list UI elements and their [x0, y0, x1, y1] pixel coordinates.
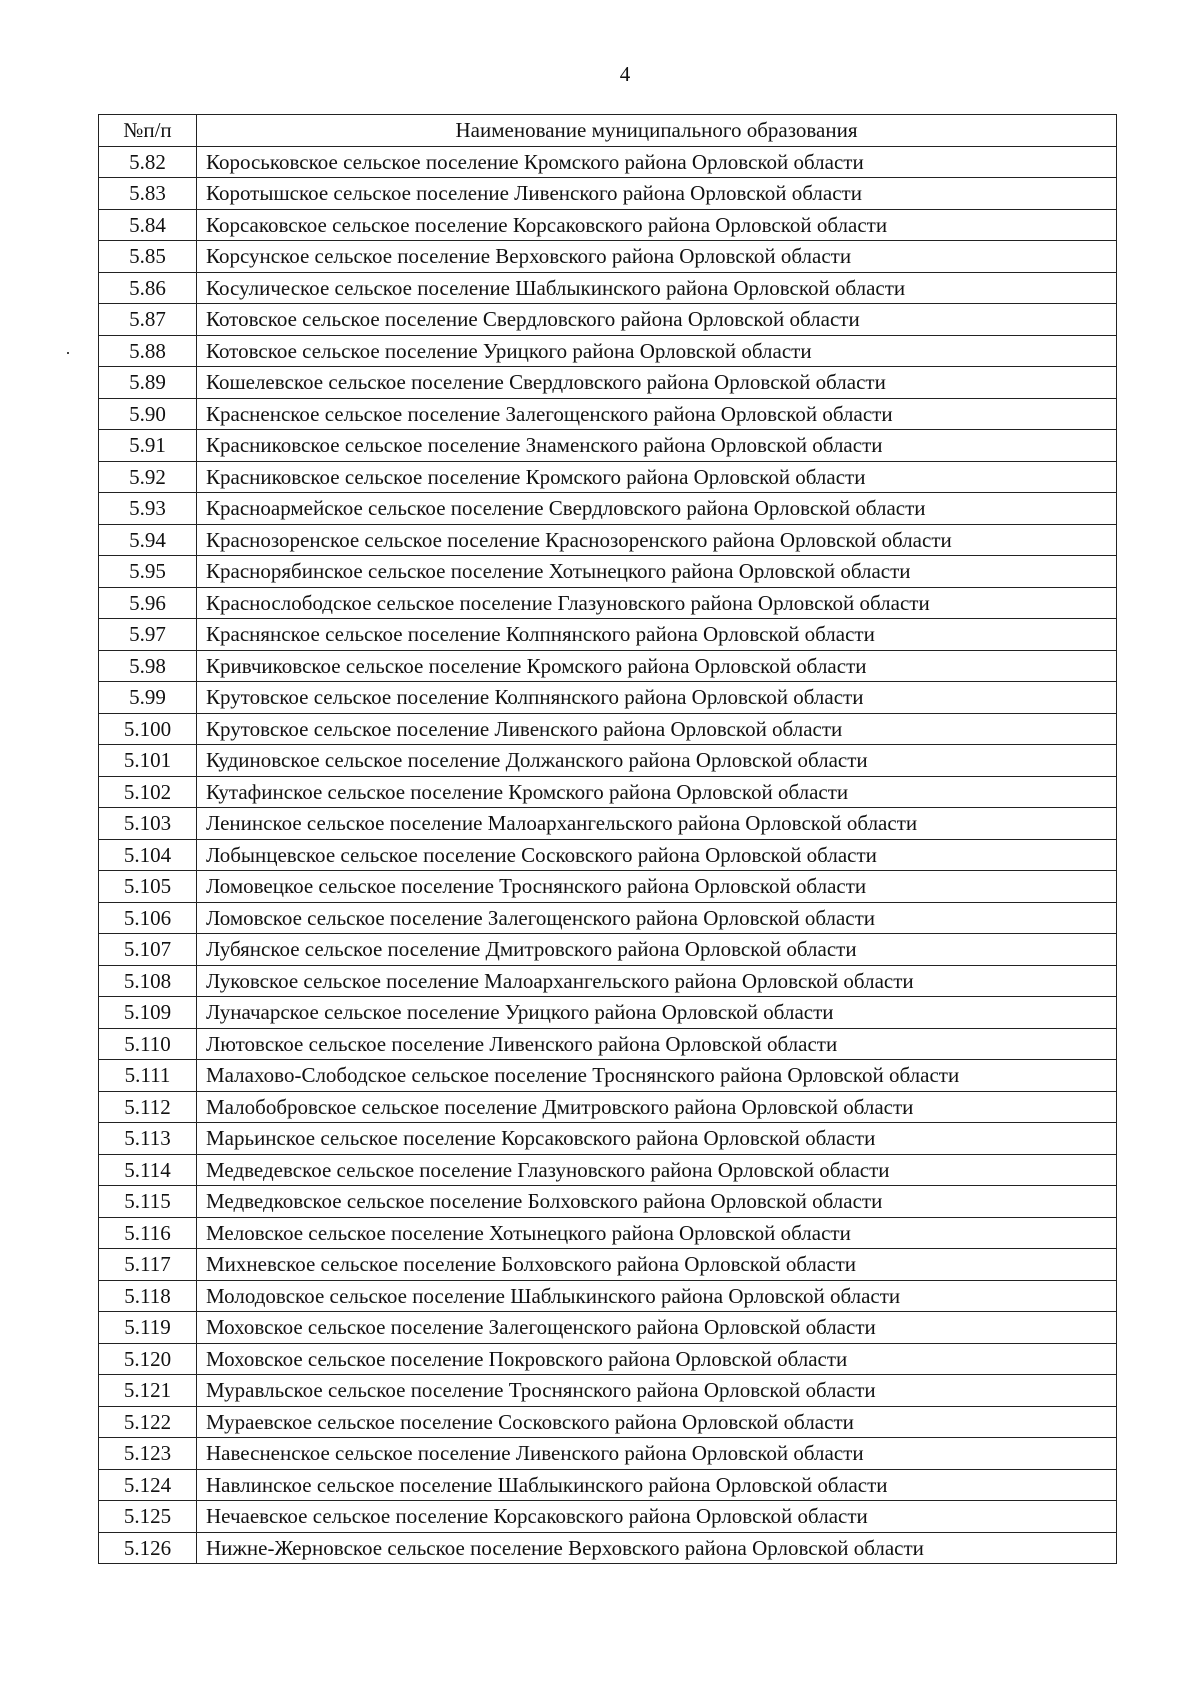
table-row: [99, 997, 1117, 1029]
table-row: [99, 556, 1117, 588]
table-row: [99, 398, 1117, 430]
municipality-name: Ломовецкое сельское поселение Троснянского района Орловской области: [197, 871, 1117, 903]
row-number: 5.88: [99, 335, 197, 367]
row-number: 5.96: [99, 587, 197, 619]
row-number: 5.102: [99, 776, 197, 808]
row-number: 5.119: [99, 1312, 197, 1344]
municipality-name: Крутовское сельское поселение Колпнянского района Орловской области: [197, 682, 1117, 714]
municipality-name: Мураевское сельское поселение Сосковского района Орловской области: [197, 1406, 1117, 1438]
municipality-name: Навлинское сельское поселение Шаблыкинского района Орловской области: [197, 1469, 1117, 1501]
municipality-name: Красненское сельское поселение Залегощенского района Орловской области: [197, 398, 1117, 430]
municipality-name: Луковское сельское поселение Малоархангельского района Орловской области: [197, 965, 1117, 997]
municipality-name: Кутафинское сельское поселение Кромского района Орловской области: [197, 776, 1117, 808]
table-row: [99, 965, 1117, 997]
table-row: [99, 1186, 1117, 1218]
municipality-name: Краснорябинское сельское поселение Хотынецкого района Орловской области: [197, 556, 1117, 588]
table-row: [99, 713, 1117, 745]
row-number: 5.107: [99, 934, 197, 966]
row-number: 5.110: [99, 1028, 197, 1060]
table-row: [99, 1532, 1117, 1564]
row-number: 5.92: [99, 461, 197, 493]
row-number: 5.83: [99, 178, 197, 210]
row-number: 5.86: [99, 272, 197, 304]
row-number: 5.105: [99, 871, 197, 903]
row-number: 5.118: [99, 1280, 197, 1312]
row-number: 5.120: [99, 1343, 197, 1375]
header-name: Наименование муниципального образования: [197, 115, 1117, 147]
municipality-name: Малахово-Слободское сельское поселение Троснянского района Орловской области: [197, 1060, 1117, 1092]
table-row: [99, 619, 1117, 651]
table-row: [99, 1312, 1117, 1344]
table-row: [99, 1249, 1117, 1281]
row-number: 5.111: [99, 1060, 197, 1092]
municipality-name: Корсаковское сельское поселение Корсаковского района Орловской области: [197, 209, 1117, 241]
table-row: [99, 241, 1117, 273]
table-row: [99, 304, 1117, 336]
row-number: 5.106: [99, 902, 197, 934]
municipality-name: Кошелевское сельское поселение Свердловского района Орловской области: [197, 367, 1117, 399]
table-row: [99, 650, 1117, 682]
municipality-name: Котовское сельское поселение Свердловского района Орловской области: [197, 304, 1117, 336]
row-number: 5.94: [99, 524, 197, 556]
row-number: 5.122: [99, 1406, 197, 1438]
row-number: 5.109: [99, 997, 197, 1029]
municipality-name: Молодовское сельское поселение Шаблыкинского района Орловской области: [197, 1280, 1117, 1312]
row-number: 5.100: [99, 713, 197, 745]
municipality-name: Медведковское сельское поселение Болховского района Орловской области: [197, 1186, 1117, 1218]
municipality-name: Луначарское сельское поселение Урицкого района Орловской области: [197, 997, 1117, 1029]
table-row: [99, 1375, 1117, 1407]
row-number: 5.113: [99, 1123, 197, 1155]
municipality-name: Медведевское сельское поселение Глазуновского района Орловской области: [197, 1154, 1117, 1186]
table-row: [99, 493, 1117, 525]
municipality-name: Красноармейское сельское поселение Свердловского района Орловской области: [197, 493, 1117, 525]
table-row: [99, 1217, 1117, 1249]
row-number: 5.90: [99, 398, 197, 430]
row-number: 5.123: [99, 1438, 197, 1470]
table-row: [99, 1280, 1117, 1312]
table-row: [99, 146, 1117, 178]
header-number: №п/п: [99, 115, 197, 147]
table-row: [99, 1469, 1117, 1501]
table-row: [99, 934, 1117, 966]
row-number: 5.104: [99, 839, 197, 871]
table-row: [99, 1154, 1117, 1186]
municipality-name: Михневское сельское поселение Болховского района Орловской области: [197, 1249, 1117, 1281]
municipality-name: Муравльское сельское поселение Троснянского района Орловской области: [197, 1375, 1117, 1407]
table-row: [99, 902, 1117, 934]
municipality-name: Нечаевское сельское поселение Корсаковского района Орловской области: [197, 1501, 1117, 1533]
municipality-name: Краснослободское сельское поселение Глазуновского района Орловской области: [197, 587, 1117, 619]
row-number: 5.98: [99, 650, 197, 682]
table-row: [99, 871, 1117, 903]
table-row: [99, 1438, 1117, 1470]
municipality-name: Кудиновское сельское поселение Должанского района Орловской области: [197, 745, 1117, 777]
table-row: [99, 839, 1117, 871]
municipality-name: Красниковское сельское поселение Кромского района Орловской области: [197, 461, 1117, 493]
row-number: 5.124: [99, 1469, 197, 1501]
municipality-name: Навесненское сельское поселение Ливенского района Орловской области: [197, 1438, 1117, 1470]
row-number: 5.125: [99, 1501, 197, 1533]
table-row: [99, 1060, 1117, 1092]
row-number: 5.101: [99, 745, 197, 777]
row-number: 5.91: [99, 430, 197, 462]
table-body: [99, 146, 1117, 1564]
municipality-name: Лобынцевское сельское поселение Сосковского района Орловской области: [197, 839, 1117, 871]
row-number: 5.82: [99, 146, 197, 178]
row-number: 5.85: [99, 241, 197, 273]
table-row: [99, 367, 1117, 399]
table-header-row: [99, 115, 1117, 147]
scan-speck: [67, 352, 69, 354]
municipality-name: Моховское сельское поселение Покровского района Орловской области: [197, 1343, 1117, 1375]
table-row: [99, 745, 1117, 777]
row-number: 5.87: [99, 304, 197, 336]
municipality-name: Кривчиковское сельское поселение Кромского района Орловской области: [197, 650, 1117, 682]
municipality-name: Крутовское сельское поселение Ливенского района Орловской области: [197, 713, 1117, 745]
row-number: 5.121: [99, 1375, 197, 1407]
table-row: [99, 1501, 1117, 1533]
table-row: [99, 1123, 1117, 1155]
municipality-name: Марьинское сельское поселение Корсаковского района Орловской области: [197, 1123, 1117, 1155]
row-number: 5.114: [99, 1154, 197, 1186]
table-row: [99, 524, 1117, 556]
row-number: 5.117: [99, 1249, 197, 1281]
municipality-name: Краснянское сельское поселение Колпнянского района Орловской области: [197, 619, 1117, 651]
table-row: [99, 1091, 1117, 1123]
municipality-name: Меловское сельское поселение Хотынецкого района Орловской области: [197, 1217, 1117, 1249]
municipality-name: Ломовское сельское поселение Залегощенского района Орловской области: [197, 902, 1117, 934]
municipality-table: [98, 114, 1117, 1564]
row-number: 5.103: [99, 808, 197, 840]
row-number: 5.84: [99, 209, 197, 241]
table-row: [99, 272, 1117, 304]
municipality-name: Коротышское сельское поселение Ливенского района Орловской области: [197, 178, 1117, 210]
page-number: 4: [619, 62, 631, 86]
table-row: [99, 430, 1117, 462]
row-number: 5.112: [99, 1091, 197, 1123]
municipality-name: Краснозоренское сельское поселение Краснозоренского района Орловской области: [197, 524, 1117, 556]
table-row: [99, 776, 1117, 808]
row-number: 5.89: [99, 367, 197, 399]
row-number: 5.93: [99, 493, 197, 525]
table-row: [99, 808, 1117, 840]
row-number: 5.97: [99, 619, 197, 651]
municipality-name: Лубянское сельское поселение Дмитровского района Орловской области: [197, 934, 1117, 966]
table-row: [99, 209, 1117, 241]
row-number: 5.99: [99, 682, 197, 714]
table-row: [99, 1028, 1117, 1060]
municipality-name: Малобобровское сельское поселение Дмитровского района Орловской области: [197, 1091, 1117, 1123]
municipality-name: Корсунское сельское поселение Верховского района Орловской области: [197, 241, 1117, 273]
table-row: [99, 335, 1117, 367]
row-number: 5.126: [99, 1532, 197, 1564]
table-row: [99, 587, 1117, 619]
municipality-name: Красниковское сельское поселение Знаменского района Орловской области: [197, 430, 1117, 462]
municipality-name: Лютовское сельское поселение Ливенского района Орловской области: [197, 1028, 1117, 1060]
row-number: 5.95: [99, 556, 197, 588]
table-row: [99, 1343, 1117, 1375]
table-row: [99, 682, 1117, 714]
municipality-name: Котовское сельское поселение Урицкого района Орловской области: [197, 335, 1117, 367]
municipality-name: Ленинское сельское поселение Малоархангельского района Орловской области: [197, 808, 1117, 840]
row-number: 5.115: [99, 1186, 197, 1218]
table-row: [99, 178, 1117, 210]
table-row: [99, 461, 1117, 493]
row-number: 5.116: [99, 1217, 197, 1249]
municipality-name: Нижне-Жерновское сельское поселение Верховского района Орловской области: [197, 1532, 1117, 1564]
municipality-name: Косулическое сельское поселение Шаблыкинского района Орловской области: [197, 272, 1117, 304]
municipality-name: Короськовское сельское поселение Кромского района Орловской области: [197, 146, 1117, 178]
municipality-name: Моховское сельское поселение Залегощенского района Орловской области: [197, 1312, 1117, 1344]
table-row: [99, 1406, 1117, 1438]
row-number: 5.108: [99, 965, 197, 997]
